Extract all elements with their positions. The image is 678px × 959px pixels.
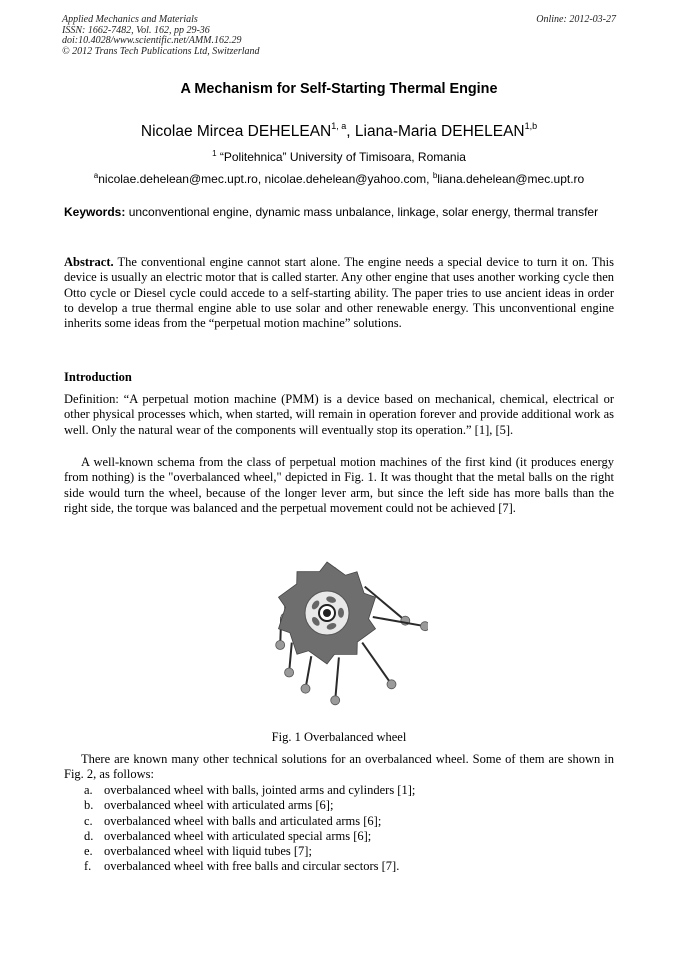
journal-name: Applied Mechanics and Materials [62,14,198,25]
list-item-text: overbalanced wheel with articulated arms [6]; [104,798,334,813]
list-item-text: overbalanced wheel with free balls and circular sectors [7]. [104,859,400,874]
author-2-sup: 1,b [524,121,538,131]
email-a-text: nicolae.dehelean@mec.upt.ro, nicolae.dehelean@yahoo.com, [98,172,433,186]
wheel-arm [306,656,312,689]
abstract-text: The conventional engine cannot start alone. The engine needs a special device to turn it on. This device is usually an electric motor that is called starter. Any other engine that uses another working cycle then Otto cycle or Diesel cycle could accede to a self-starting ability. The paper tries to use ancient ideas in order to develop a true thermal engine able to use solar and other renewable energy. This unconventional engine inherits some ideas from the “perpetual motion machine” solutions. [64,255,614,331]
metal-ball [301,684,310,693]
author-1-name: Nicolae Mircea DEHELEAN [140,123,332,140]
doi-line: doi:10.4028/www.scientific.net/AMM.162.29 [62,35,242,46]
author-1-sup: 1, a [331,121,347,131]
metal-ball [285,668,294,677]
intro-paragraph-1: Definition: “A perpetual motion machine (PMM) is a device based on mechanical, chemical, electrical or other physical processes which, when started, will remain in operation forever and provide additional work as well. Only the natural wear of the components will eventually stop its operation.” [1], [5]. [64,392,614,437]
intro-paragraph-2: A well-known schema from the class of perpetual motion machines of the first kind (it produces energy from nothing) is the "overbalanced wheel," depicted in Fig. 1. It was thought that the metal balls on the right side would turn the wheel, because of the longer lever arm, but since the left side has more balls than the right side, the torque was balanced and the perpetual movement could not be achieved [7]. [64,455,614,515]
affiliation [0,149,678,164]
section-heading-introduction: Introduction [64,370,132,384]
list-item-letter: b. [84,798,94,813]
axle [323,609,331,617]
list-item [84,859,415,874]
keywords-text: unconventional engine, dynamic mass unbalance, linkage, solar energy, thermal transfer [125,205,599,219]
metal-ball [421,622,429,631]
figure-caption: Fig. 1 Overbalanced wheel [271,730,407,744]
email-b-text: liana.dehelean@mec.upt.ro [437,172,585,186]
metal-ball [331,696,340,705]
affiliation-text: “Politehnica” University of Timisoara, Romania [216,150,466,164]
list-item [84,814,415,829]
keywords-label: Keywords: [64,205,126,219]
list-item-letter: f. [84,859,92,874]
list-item-letter: d. [84,828,94,843]
metal-ball [276,641,285,650]
email-a-sup: a [93,171,99,180]
paper-title: A Mechanism for Self-Starting Thermal Engine [180,81,498,97]
metal-ball [387,680,396,689]
list-item [84,798,415,813]
list-item-letter: a. [84,783,93,797]
email-b-sup: b [432,171,438,180]
list-item-text: overbalanced wheel with liquid tubes [7]; [104,844,312,859]
list-item-text: overbalanced wheel with balls and articulated arms [6]; [104,813,382,828]
list-item-letter: e. [84,844,93,859]
affiliation-sup: 1 [212,149,217,158]
wheel-solutions-list [84,783,415,875]
wheel-arm [362,643,391,685]
author-line [0,121,678,141]
list-item-letter: c. [84,813,93,828]
abstract-label: Abstract. [64,255,114,269]
wheel-arm [335,657,339,700]
copyright-line: © 2012 Trans Tech Publications Ltd, Switzerland [62,45,260,57]
online-date-text: Online: 2012-03-27 [536,14,616,25]
overbalanced-wheel-figure [252,545,428,713]
issn-line: ISSN: 1662-7482, Vol. 162, pp 29-36 [62,24,210,36]
author-2-name: Liana-Maria DEHELEAN [354,123,525,140]
keywords [64,205,614,221]
list-item [84,829,415,844]
abstract [64,255,614,331]
journal-header [62,15,260,57]
online-date [536,15,616,26]
author-emails [0,171,678,186]
list-item-text: overbalanced wheel with articulated special arms [6]; [104,828,372,843]
list-item [84,844,415,859]
list-item [84,783,415,798]
intro-paragraph-3: There are known many other technical solutions for an overbalanced wheel. Some of them are shown in Fig. 2, as follows: [64,752,614,782]
list-item-text: overbalanced wheel with balls, jointed arms and cylinders [1]; [104,783,416,797]
author-separator: , [346,123,355,140]
wheel-arm [373,617,425,626]
